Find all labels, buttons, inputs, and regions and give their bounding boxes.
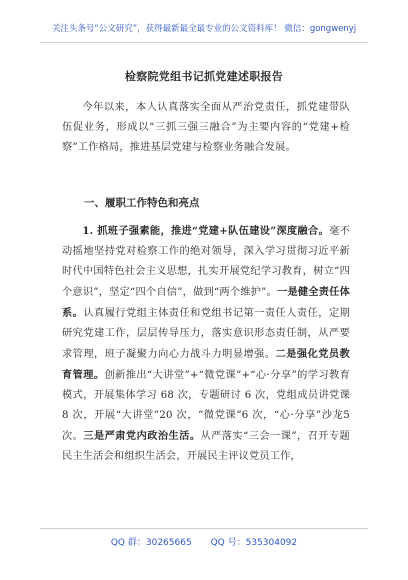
footer-qq-group: QQ 群：30265665 [110, 538, 192, 548]
footer-qq: QQ 号：535304092 [210, 538, 298, 548]
paragraph-lead: 1. 抓班子强素能，推进“党建+队伍建设”深度融合。 [82, 225, 330, 237]
paragraph-text: 创新推出“大讲堂”+“微党课”+“心·分享”的学习教育模式，开展集体学习 68 次，专题研讨 6 次，党组成员讲党课 8 次，开展“大讲堂”20 次，“微党课”6 次，“心·分享”沙龙5次。 [62, 370, 350, 442]
footer-note [0, 535, 408, 548]
point-heading-1: 一是健全责任体系。 [62, 286, 351, 319]
paragraph-text: 认真履行党组主体责任和党组书记第一责任人责任，定期研究党建工作，层层传导压力，落实意识形态责任制，从严要求管理，班子凝聚力向心力战斗力明显增强。 [62, 308, 350, 360]
header-note: 关注头条号“公文研究”，获得最新最全最专业的公文资料库！ 微信：gongwenyj [51, 24, 357, 34]
paragraph-text: 毫不动摇地坚持党对检察工作的绝对领导，深入学习贯彻习近平新时代中国特色社会主义思想，扎实开展党纪学习教育，树立“四个意识”，坚定“四个自信”，做到“两个维护”。 [62, 226, 350, 298]
paragraph-text: 从严落实“三会一课”，召开专题民主生活会和组织生活会，开展民主评议党员工作， [62, 431, 350, 462]
document-title: 检察院党组书记抓党建述职报告 [124, 70, 284, 83]
point-heading-2: 二是强化党员教育管理。 [62, 348, 350, 381]
point-heading-3: 三是严肃党内政治生活。 [83, 430, 201, 442]
section-heading: 一、履职工作特色和亮点 [84, 197, 200, 209]
header-divider [40, 42, 368, 43]
footer-divider [40, 528, 368, 529]
intro-paragraph: 今年以来，本人认真落实全面从严治党责任，抓党建带队伍促业务，形成以“三抓三强三融合”为主要内容的“党建+检察”工作格局，推进基层党建与检察业务融合发展。 [62, 102, 350, 153]
main-paragraph [62, 221, 350, 467]
